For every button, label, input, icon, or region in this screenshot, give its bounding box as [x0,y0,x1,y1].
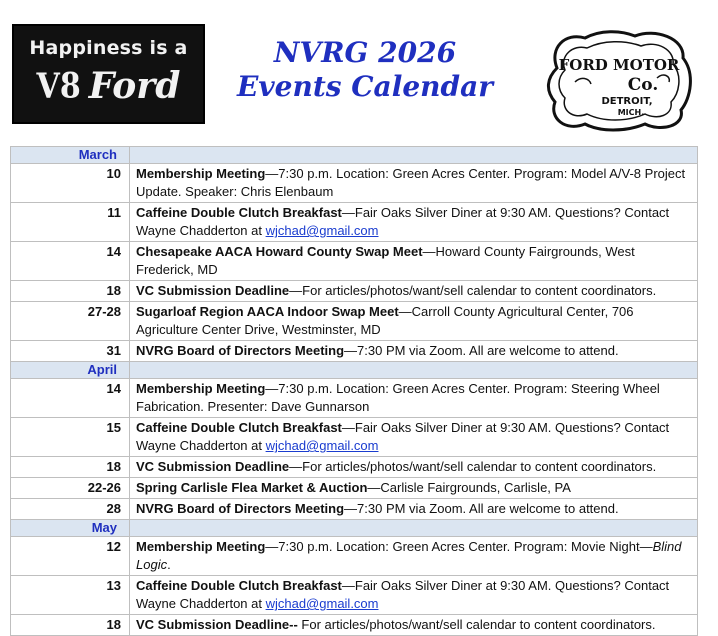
event-row [11,203,698,242]
event-details: For articles/photos/want/sell calendar to content coordinators. [297,617,656,632]
trailing-punctuation: . [167,557,171,572]
event-details: —For articles/photos/want/sell calendar to content coordinators. [289,459,657,474]
event-row [11,164,698,203]
event-description [130,164,698,203]
event-details: —7:30 PM via Zoom. All are welcome to attend. [344,343,619,358]
event-details: —7:30 p.m. Location: Green Acres Center. Program: Model A/V-8 Project Update. Speaker: Chris Elenbaum [136,166,686,199]
event-name: Caffeine Double Clutch Breakfast [136,420,342,435]
event-details: —7:30 p.m. Location: Green Acres Center. Program: Movie Night— [265,539,653,554]
event-details: —Carlisle Fairgrounds, Carlisle, PA [367,480,571,495]
event-name: Membership Meeting [136,166,266,181]
event-date: 14 [11,242,130,281]
month-header-row [11,520,698,537]
event-date: 22-26 [11,478,130,499]
event-date: 13 [11,576,130,615]
event-row [11,615,698,636]
ford-motor-co-logo [545,28,695,132]
title-line-1: NVRG 2026 [273,36,457,69]
event-name: Caffeine Double Clutch Breakfast [136,578,342,593]
month-name: May [11,520,130,537]
event-date: 18 [11,281,130,302]
event-description [130,203,698,242]
event-details: —Fair Oaks Silver Diner at 9:30 AM. Questions? Contact Wayne Chadderton at [136,420,670,453]
calendar-body [11,147,698,636]
page-title [215,36,515,104]
event-description [130,242,698,281]
email-link[interactable]: wjchad@gmail.com [265,438,379,453]
ford-script: Ford [88,65,181,107]
logo-v8-ford [37,65,181,107]
event-row [11,418,698,457]
event-row [11,499,698,520]
event-description [130,576,698,615]
program-title: Blind Logic [136,539,682,572]
event-description [130,302,698,341]
event-date: 15 [11,418,130,457]
event-date: 31 [11,341,130,362]
event-details: —For articles/photos/want/sell calendar to content coordinators. [289,283,657,298]
email-link[interactable]: wjchad@gmail.com [265,596,379,611]
event-name: Chesapeake AACA Howard County Swap Meet [136,244,423,259]
event-name: Spring Carlisle Flea Market & Auction [136,480,368,495]
event-row [11,341,698,362]
event-row [11,537,698,576]
event-name: VC Submission Deadline [136,459,290,474]
event-row [11,457,698,478]
event-description [130,379,698,418]
month-header-spacer [130,362,698,379]
event-details: —Howard County Fairgrounds, West Frederick, MD [136,244,635,277]
event-row [11,281,698,302]
event-name: VC Submission Deadline-- [136,617,298,632]
event-details: —7:30 p.m. Location: Green Acres Center. Program: Steering Wheel Fabrication. Presenter: Dave Gunnarson [136,381,660,414]
event-date: 12 [11,537,130,576]
event-name: NVRG Board of Directors Meeting [136,343,345,358]
v8-emblem: V8 [36,65,81,107]
happiness-ford-logo [12,24,205,124]
event-description [130,478,698,499]
event-description [130,418,698,457]
logo-tagline: Happiness is a [29,37,188,59]
event-details: —Carroll County Agricultural Center, 706 Agriculture Center Drive, Westminster, MD [136,304,634,337]
event-date: 28 [11,499,130,520]
event-row [11,302,698,341]
event-date: 14 [11,379,130,418]
event-details: —7:30 PM via Zoom. All are welcome to attend. [344,501,619,516]
event-name: Membership Meeting [136,381,266,396]
event-description [130,615,698,636]
event-description [130,281,698,302]
logo-co-text: Co. [627,75,659,95]
event-details: —Fair Oaks Silver Diner at 9:30 AM. Questions? Contact Wayne Chadderton at [136,578,670,611]
month-header-spacer [130,147,698,164]
event-date: 18 [11,457,130,478]
month-header-row [11,362,698,379]
event-name: NVRG Board of Directors Meeting [136,501,345,516]
event-row [11,379,698,418]
event-date: 11 [11,203,130,242]
event-description [130,537,698,576]
month-header-row [11,147,698,164]
title-line-2: Events Calendar [237,70,493,103]
events-calendar-table [10,146,698,636]
month-name: April [11,362,130,379]
event-details: —Fair Oaks Silver Diner at 9:30 AM. Questions? Contact Wayne Chadderton at [136,205,670,238]
email-link[interactable]: wjchad@gmail.com [265,223,379,238]
event-row [11,242,698,281]
event-date: 10 [11,164,130,203]
event-row [11,478,698,499]
event-date: 18 [11,615,130,636]
event-name: VC Submission Deadline [136,283,290,298]
month-name: March [11,147,130,164]
month-header-spacer [130,520,698,537]
logo-state-text: MICH. [617,108,645,117]
logo-brand-text: FORD MOTOR [558,56,680,74]
logo-city-text: DETROIT, [601,96,653,107]
event-row [11,576,698,615]
event-name: Membership Meeting [136,539,266,554]
event-description [130,499,698,520]
event-description [130,341,698,362]
event-name: Sugarloaf Region AACA Indoor Swap Meet [136,304,399,319]
event-date: 27-28 [11,302,130,341]
event-description [130,457,698,478]
event-name: Caffeine Double Clutch Breakfast [136,205,342,220]
